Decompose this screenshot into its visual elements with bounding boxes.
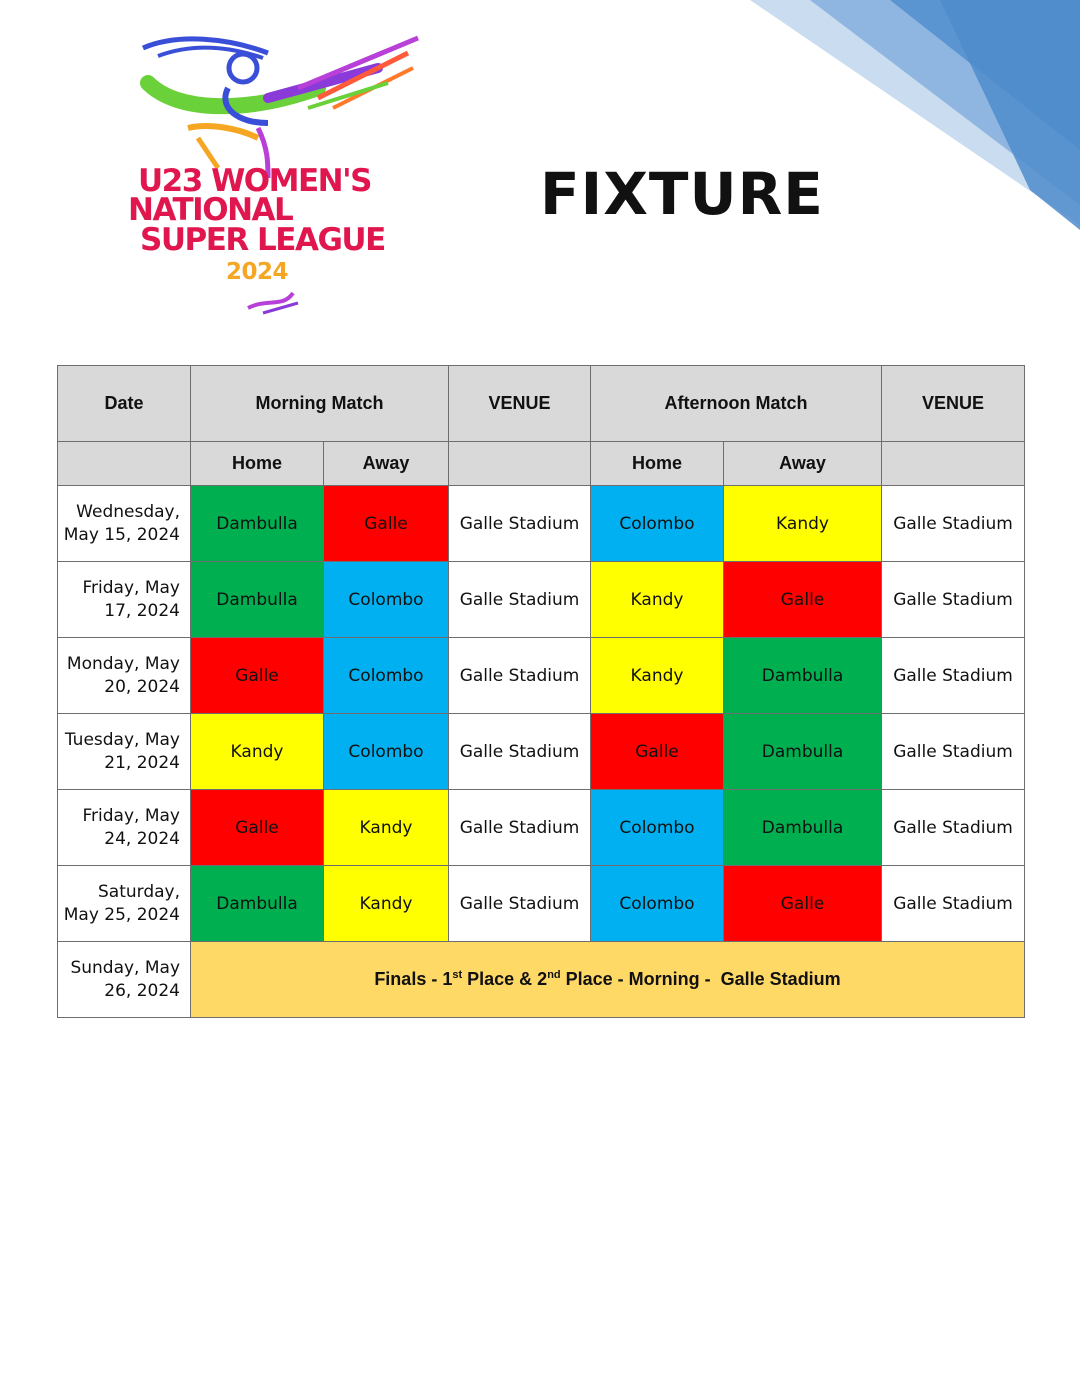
morning-venue: Galle Stadium xyxy=(449,866,591,942)
finals-info: Finals - 1st Place & 2nd Place - Morning - Galle Stadium xyxy=(191,942,1025,1018)
league-logo xyxy=(118,28,438,318)
logo-line-2: NATIONAL xyxy=(128,192,293,228)
header-afternoon-match: Afternoon Match xyxy=(591,366,882,442)
afternoon-home-team: Colombo xyxy=(591,790,724,866)
logo-line-3: SUPER LEAGUE xyxy=(140,222,385,258)
subheader-away-afternoon: Away xyxy=(724,442,882,486)
afternoon-venue: Galle Stadium xyxy=(882,790,1025,866)
afternoon-away-team: Kandy xyxy=(724,486,882,562)
table-row xyxy=(58,714,1025,790)
fixture-table xyxy=(57,365,1025,1018)
logo-line-1: U23 WOMEN'S xyxy=(138,163,371,199)
afternoon-venue: Galle Stadium xyxy=(882,638,1025,714)
table-row xyxy=(58,486,1025,562)
afternoon-home-team: Colombo xyxy=(591,866,724,942)
logo-foot-swoosh xyxy=(238,278,318,318)
morning-venue: Galle Stadium xyxy=(449,562,591,638)
cricketer-emblem xyxy=(118,28,438,178)
morning-venue: Galle Stadium xyxy=(449,486,591,562)
afternoon-venue: Galle Stadium xyxy=(882,866,1025,942)
afternoon-venue: Galle Stadium xyxy=(882,714,1025,790)
morning-home-team: Galle xyxy=(191,790,324,866)
table-row xyxy=(58,638,1025,714)
morning-away-team: Colombo xyxy=(324,638,449,714)
subheader-home-morning: Home xyxy=(191,442,324,486)
afternoon-away-team: Galle xyxy=(724,562,882,638)
match-date: Saturday, May 25, 2024 xyxy=(58,866,191,942)
table-row xyxy=(58,790,1025,866)
finals-date: Sunday, May 26, 2024 xyxy=(58,942,191,1018)
afternoon-away-team: Dambulla xyxy=(724,638,882,714)
morning-venue: Galle Stadium xyxy=(449,714,591,790)
subheader-row xyxy=(58,442,1025,486)
table-row xyxy=(58,562,1025,638)
morning-venue: Galle Stadium xyxy=(449,638,591,714)
morning-away-team: Colombo xyxy=(324,562,449,638)
finals-row xyxy=(58,942,1025,1018)
morning-away-team: Kandy xyxy=(324,790,449,866)
subheader-empty xyxy=(882,442,1025,486)
afternoon-venue: Galle Stadium xyxy=(882,486,1025,562)
match-date: Friday, May 17, 2024 xyxy=(58,562,191,638)
morning-home-team: Dambulla xyxy=(191,486,324,562)
morning-away-team: Kandy xyxy=(324,866,449,942)
subheader-home-afternoon: Home xyxy=(591,442,724,486)
match-date: Tuesday, May 21, 2024 xyxy=(58,714,191,790)
subheader-empty xyxy=(58,442,191,486)
morning-home-team: Dambulla xyxy=(191,866,324,942)
afternoon-home-team: Kandy xyxy=(591,562,724,638)
afternoon-venue: Galle Stadium xyxy=(882,562,1025,638)
page-title: FIXTURE xyxy=(540,160,824,228)
subheader-empty xyxy=(449,442,591,486)
morning-away-team: Galle xyxy=(324,486,449,562)
afternoon-home-team: Galle xyxy=(591,714,724,790)
header-venue-afternoon: VENUE xyxy=(882,366,1025,442)
match-date: Wednesday, May 15, 2024 xyxy=(58,486,191,562)
morning-home-team: Galle xyxy=(191,638,324,714)
afternoon-away-team: Galle xyxy=(724,866,882,942)
morning-home-team: Dambulla xyxy=(191,562,324,638)
afternoon-away-team: Dambulla xyxy=(724,714,882,790)
table-row xyxy=(58,866,1025,942)
afternoon-home-team: Colombo xyxy=(591,486,724,562)
match-date: Friday, May 24, 2024 xyxy=(58,790,191,866)
morning-away-team: Colombo xyxy=(324,714,449,790)
match-date: Monday, May 20, 2024 xyxy=(58,638,191,714)
header-venue-morning: VENUE xyxy=(449,366,591,442)
header-row xyxy=(58,366,1025,442)
morning-venue: Galle Stadium xyxy=(449,790,591,866)
morning-home-team: Kandy xyxy=(191,714,324,790)
afternoon-away-team: Dambulla xyxy=(724,790,882,866)
afternoon-home-team: Kandy xyxy=(591,638,724,714)
header-date: Date xyxy=(58,366,191,442)
subheader-away-morning: Away xyxy=(324,442,449,486)
header-morning-match: Morning Match xyxy=(191,366,449,442)
logo-year: 2024 xyxy=(226,259,289,285)
